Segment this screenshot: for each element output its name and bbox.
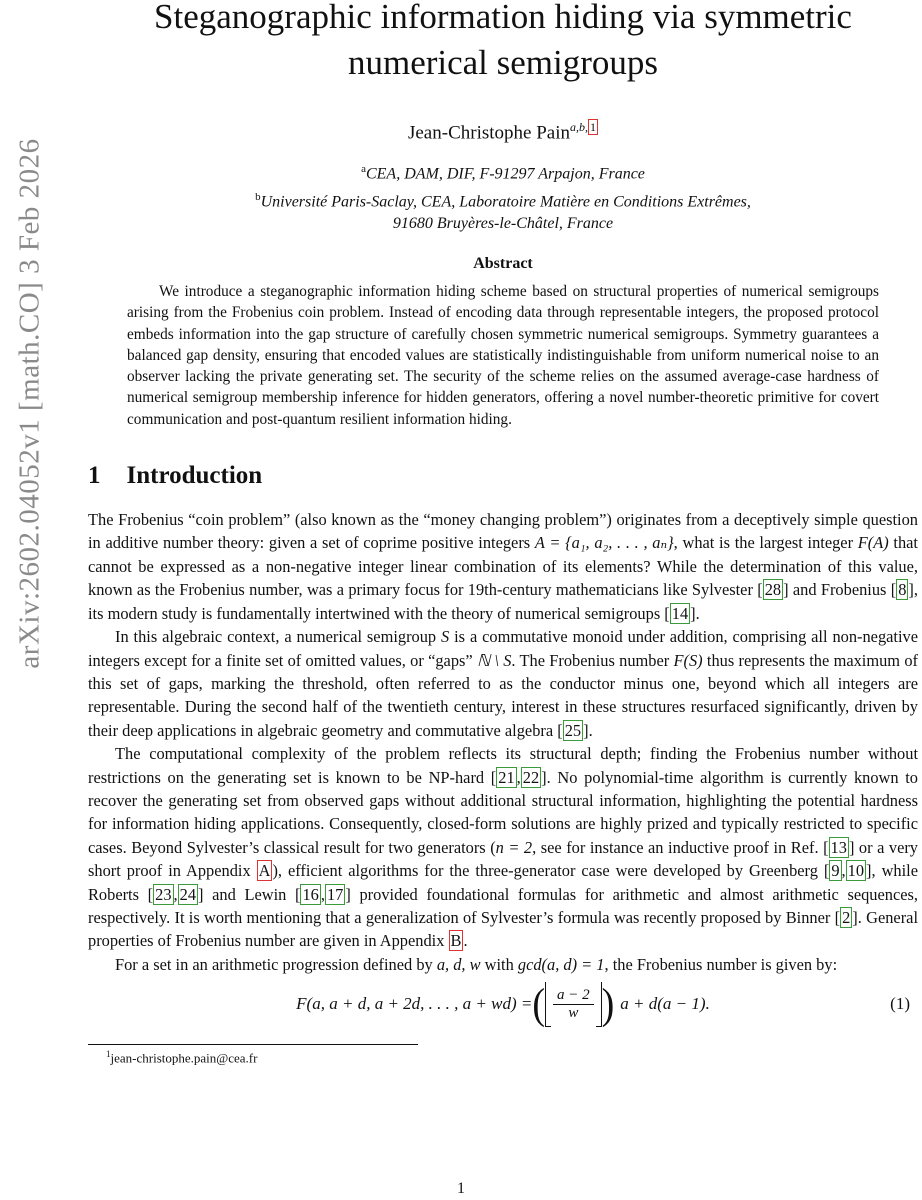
paper-title — [88, 0, 918, 86]
section-number: 1 — [88, 462, 101, 490]
introduction-body — [88, 508, 918, 976]
title-line-1: Steganographic information hiding via symmetric — [154, 0, 852, 36]
paper-page — [88, 0, 918, 1067]
abstract-body: We introduce a steganographic information hiding scheme based on structural properties of numerical semigroups arising from the Frobenius coin problem. Instead of encoding data through representable integers, the proposed protocol embeds information into the gap structure of carefully chosen symmetric numerical semigroups. Symmetry guarantees a balanced gap density, ensuring that encoded values are statistically indistinguishable from uniform numerical noise to an observer lacking the private generating set. The security of the scheme relies on the assumed average-case hardness of numerical semigroup membership inference for hidden generators, offering a novel number-theoretic primitive for covert communication and post-quantum resilient information hiding. — [127, 282, 879, 428]
citation-link[interactable]: 22 — [522, 767, 540, 787]
arxiv-identifier-text: arXiv:2602.04052v1 [math.CO] 3 Feb 2026 — [13, 137, 46, 669]
author-line — [88, 120, 918, 144]
affiliations — [88, 158, 918, 235]
citation-link[interactable]: 9 — [831, 861, 840, 881]
equation-lhs: F(a, a + d, a + 2d, . . . , a + wd) = — [296, 994, 533, 1014]
footnote: $^1$jean-christophe.pain@cea.fr — [106, 1049, 258, 1066]
citation-link[interactable]: 10 — [847, 861, 865, 881]
paragraph-4: For a set in an arithmetic progression defined by a, d, w with gcd(a, d) = 1, the Frobenius number is given by: — [115, 954, 838, 974]
citation-link[interactable]: 17 — [326, 884, 344, 904]
paragraph-1: The Frobenius “coin problem” (also known as the “money changing problem”) originates from a deceptively simple question in additive number theory: given a set of coprime positive integers A = {a₁, a₂, . . . , aₙ}, what is the largest integer F(A) that cannot be expressed as a non-negative integer linear combination of its elements? While the determination of this value, known as the Frobenius number, was a primary focus for 19th-century mathematicians like Sylvester [ 28 ] and Frobenius [ 8 ], its modern study is fundamentally intertwined with the theory of numerical semigroups [ 14 ]. — [88, 510, 918, 623]
citation-link[interactable]: 23 — [155, 884, 172, 904]
citation-link[interactable]: 16 — [302, 884, 319, 904]
equation-1: F(a, a + d, a + 2d, . . . , a + wd) = ( $\frac{a - 2}{w}$ ) a + d(a − 1). (1) — [296, 980, 910, 1029]
affiliation-b: $^b$Université Paris-Saclay, CEA, Laboratoire Matière en Conditions Extrêmes, — [255, 190, 751, 210]
appendix-link[interactable]: A — [258, 861, 271, 881]
citation-link[interactable]: 25 — [564, 720, 582, 740]
citation-link[interactable]: 28 — [764, 580, 782, 600]
equation-numerator: a − 2 — [553, 987, 594, 1005]
appendix-link[interactable]: B — [450, 931, 462, 951]
citation-link[interactable]: 13 — [830, 837, 847, 857]
equation-tail: a + d(a − 1). — [620, 994, 710, 1014]
section-heading — [88, 462, 918, 490]
citation-link[interactable]: 24 — [179, 884, 197, 904]
abstract-heading: Abstract — [473, 254, 533, 272]
equation-fraction — [553, 987, 594, 1022]
math-fa: F(A) — [857, 533, 889, 553]
section-title: Introduction — [126, 462, 263, 490]
footnote-divider — [88, 1044, 418, 1045]
arxiv-identifier-stamp — [8, 137, 52, 669]
citation-link[interactable]: 21 — [498, 767, 515, 787]
citation-link[interactable]: 14 — [671, 603, 689, 623]
math-set-a: A = {a₁, a₂, . . . , aₙ} — [534, 533, 674, 553]
author-affil-marks: a,b, — [570, 120, 588, 134]
citation-link[interactable]: 2 — [842, 907, 851, 927]
citation-link[interactable]: 8 — [898, 580, 907, 600]
footnote-link[interactable]: 1 — [590, 120, 596, 134]
paragraph-3: The computational complexity of the problem reflects its structural depth; finding the Frobenius number without restrictions on the generating set is known to be NP-hard [ 21 , 22 ]. No polynomial-time algorithm is currently known to recover the generating set from observed gaps without additional structural information, highlighting the potential hardness for information hiding applications. Consequently, closed-form solutions are highly prized and typically restricted to specific cases. Beyond Sylvester’s classical result for two generators (n = 2, see for instance an inductive proof in Ref. [ 13 ] or a very short proof in Appendix A ), efficient algorithms for the three-generator case were developed by Greenberg [ 9 , 10 ], while Roberts [ 23 , 24 ] and Lewin [ 16 , 17 ] provided foundational formulas for arithmetic and almost arithmetic sequences, respectively. It is worth mentioning that a generalization of Sylvester’s formula was recently proposed by Binner [ 2 ]. General properties of Frobenius number are given in Appendix B . — [88, 744, 918, 951]
footnote-email: jean-christophe.pain@cea.fr — [110, 1050, 258, 1066]
equation-denominator: w — [568, 1004, 579, 1021]
title-line-2: numerical semigroups — [347, 43, 659, 82]
affiliation-b-cont: 91680 Bruyères-le-Châtel, France — [392, 214, 614, 232]
paragraph-2: In this algebraic context, a numerical semigroup S is a commutative monoid under addition, comprising all non-negative integers except for a finite set of omitted values, or “gaps” ℕ \ S. The Frobenius number F(S) thus represents the maximum of this set of gaps, marking the threshold, often referred to as the conductor minus one, beyond which all integers are representable. During the second half of the twentieth century, interest in these structures resurfaced significantly, driven by their deep applications in algebraic geometry and commutative algebra [ 25 ]. — [88, 627, 919, 740]
page-number: 1 — [457, 1180, 465, 1197]
author-name: Jean-Christophe Pain — [407, 122, 570, 144]
affiliation-a: $^a$CEA, DAM, DIF, F-91297 Arpajon, France — [361, 163, 645, 183]
equation-number: (1) — [890, 994, 910, 1014]
